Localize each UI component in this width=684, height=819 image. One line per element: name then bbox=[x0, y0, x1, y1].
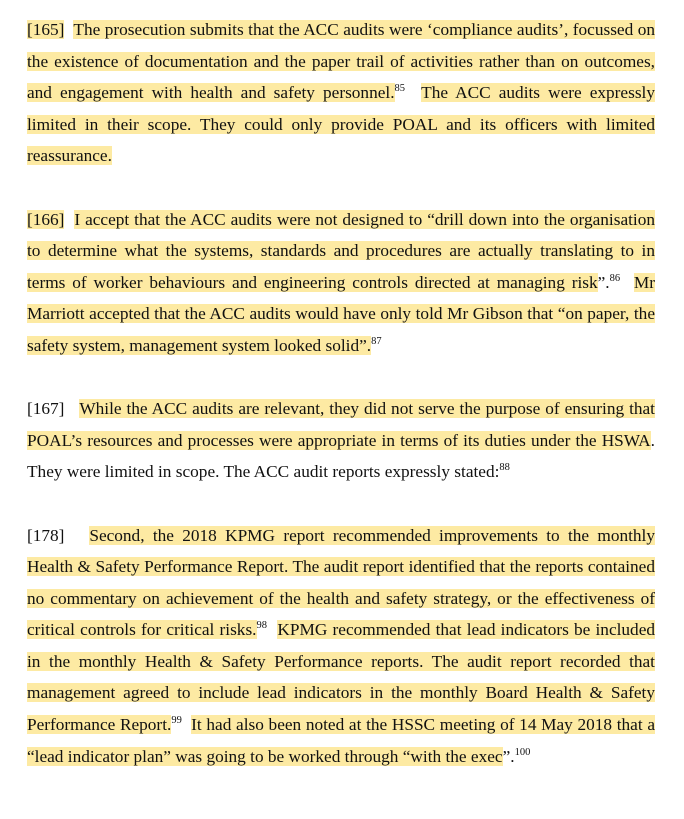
paragraph-text-unhighlighted: ”. bbox=[502, 746, 515, 766]
footnote-ref[interactable]: 100 bbox=[514, 746, 531, 758]
paragraph-text: KPMG recommended that lead indicators be included in the monthly Health & Safety Performance reports. The audit report recorded that management agreed to include lead indicators in the monthly Board Health & Safety Performance Report. bbox=[27, 620, 656, 735]
footnote-ref[interactable]: 88 bbox=[499, 462, 510, 474]
paragraph-165 bbox=[27, 14, 655, 172]
paragraph-number: [165] bbox=[27, 20, 65, 39]
paragraph-number: [167] bbox=[27, 399, 65, 419]
footnote-ref[interactable]: 85 bbox=[394, 83, 406, 95]
paragraph-number: [166] bbox=[27, 209, 65, 229]
footnote-ref[interactable]: 87 bbox=[371, 335, 382, 347]
paragraph-167 bbox=[27, 393, 655, 488]
paragraph-text: Mr Marriott accepted that the ACC audits would have only told Mr Gibson that “on paper, the safety system, management system looked solid”. bbox=[27, 272, 656, 355]
paragraph-text: The prosecution submits that the ACC audits were ‘compliance audits’, focussed on the existence of documentation and the paper trail of activities rather than on outcomes, and engagement with health and safety personnel. bbox=[27, 20, 656, 103]
paragraph-text: I accept that the ACC audits were not designed to “drill down into the organisation to determine what the systems, standards and procedures are actually translating to in terms of worker behaviours and engineering controls directed at managing risk bbox=[27, 209, 656, 292]
paragraph-text-unhighlighted: . They were limited in scope. The ACC audit reports expressly stated: bbox=[27, 430, 655, 482]
paragraph-text-unhighlighted: ”. bbox=[597, 272, 610, 292]
judgment-document bbox=[27, 14, 655, 804]
paragraph-text: It had also been noted at the HSSC meeting of 14 May 2018 that a “lead indicator plan” was going to be worked through “with the exec bbox=[27, 715, 655, 766]
paragraph-text: The ACC audits were expressly limited in their scope. They could only provide POAL and its officers with limited reassurance. bbox=[27, 83, 655, 166]
footnote-ref[interactable]: 99 bbox=[171, 715, 182, 727]
paragraph-text: While the ACC audits are relevant, they did not serve the purpose of ensuring that POAL’s resources and processes were appropriate in terms of its duties under the HSWA bbox=[27, 399, 655, 450]
footnote-ref[interactable]: 86 bbox=[609, 272, 621, 284]
paragraph-number: [178] bbox=[27, 525, 65, 545]
footnote-ref[interactable]: 98 bbox=[256, 620, 267, 632]
paragraph-178 bbox=[27, 520, 655, 773]
paragraph-text: Second, the 2018 KPMG report recommended improvements to the monthly Health & Safety Performance Report. The audit report identified that the reports contained no commentary on achievement of the health and safety strategy, or the effectiveness of critical controls for critical risks. bbox=[27, 525, 655, 640]
paragraph-166 bbox=[27, 204, 655, 362]
